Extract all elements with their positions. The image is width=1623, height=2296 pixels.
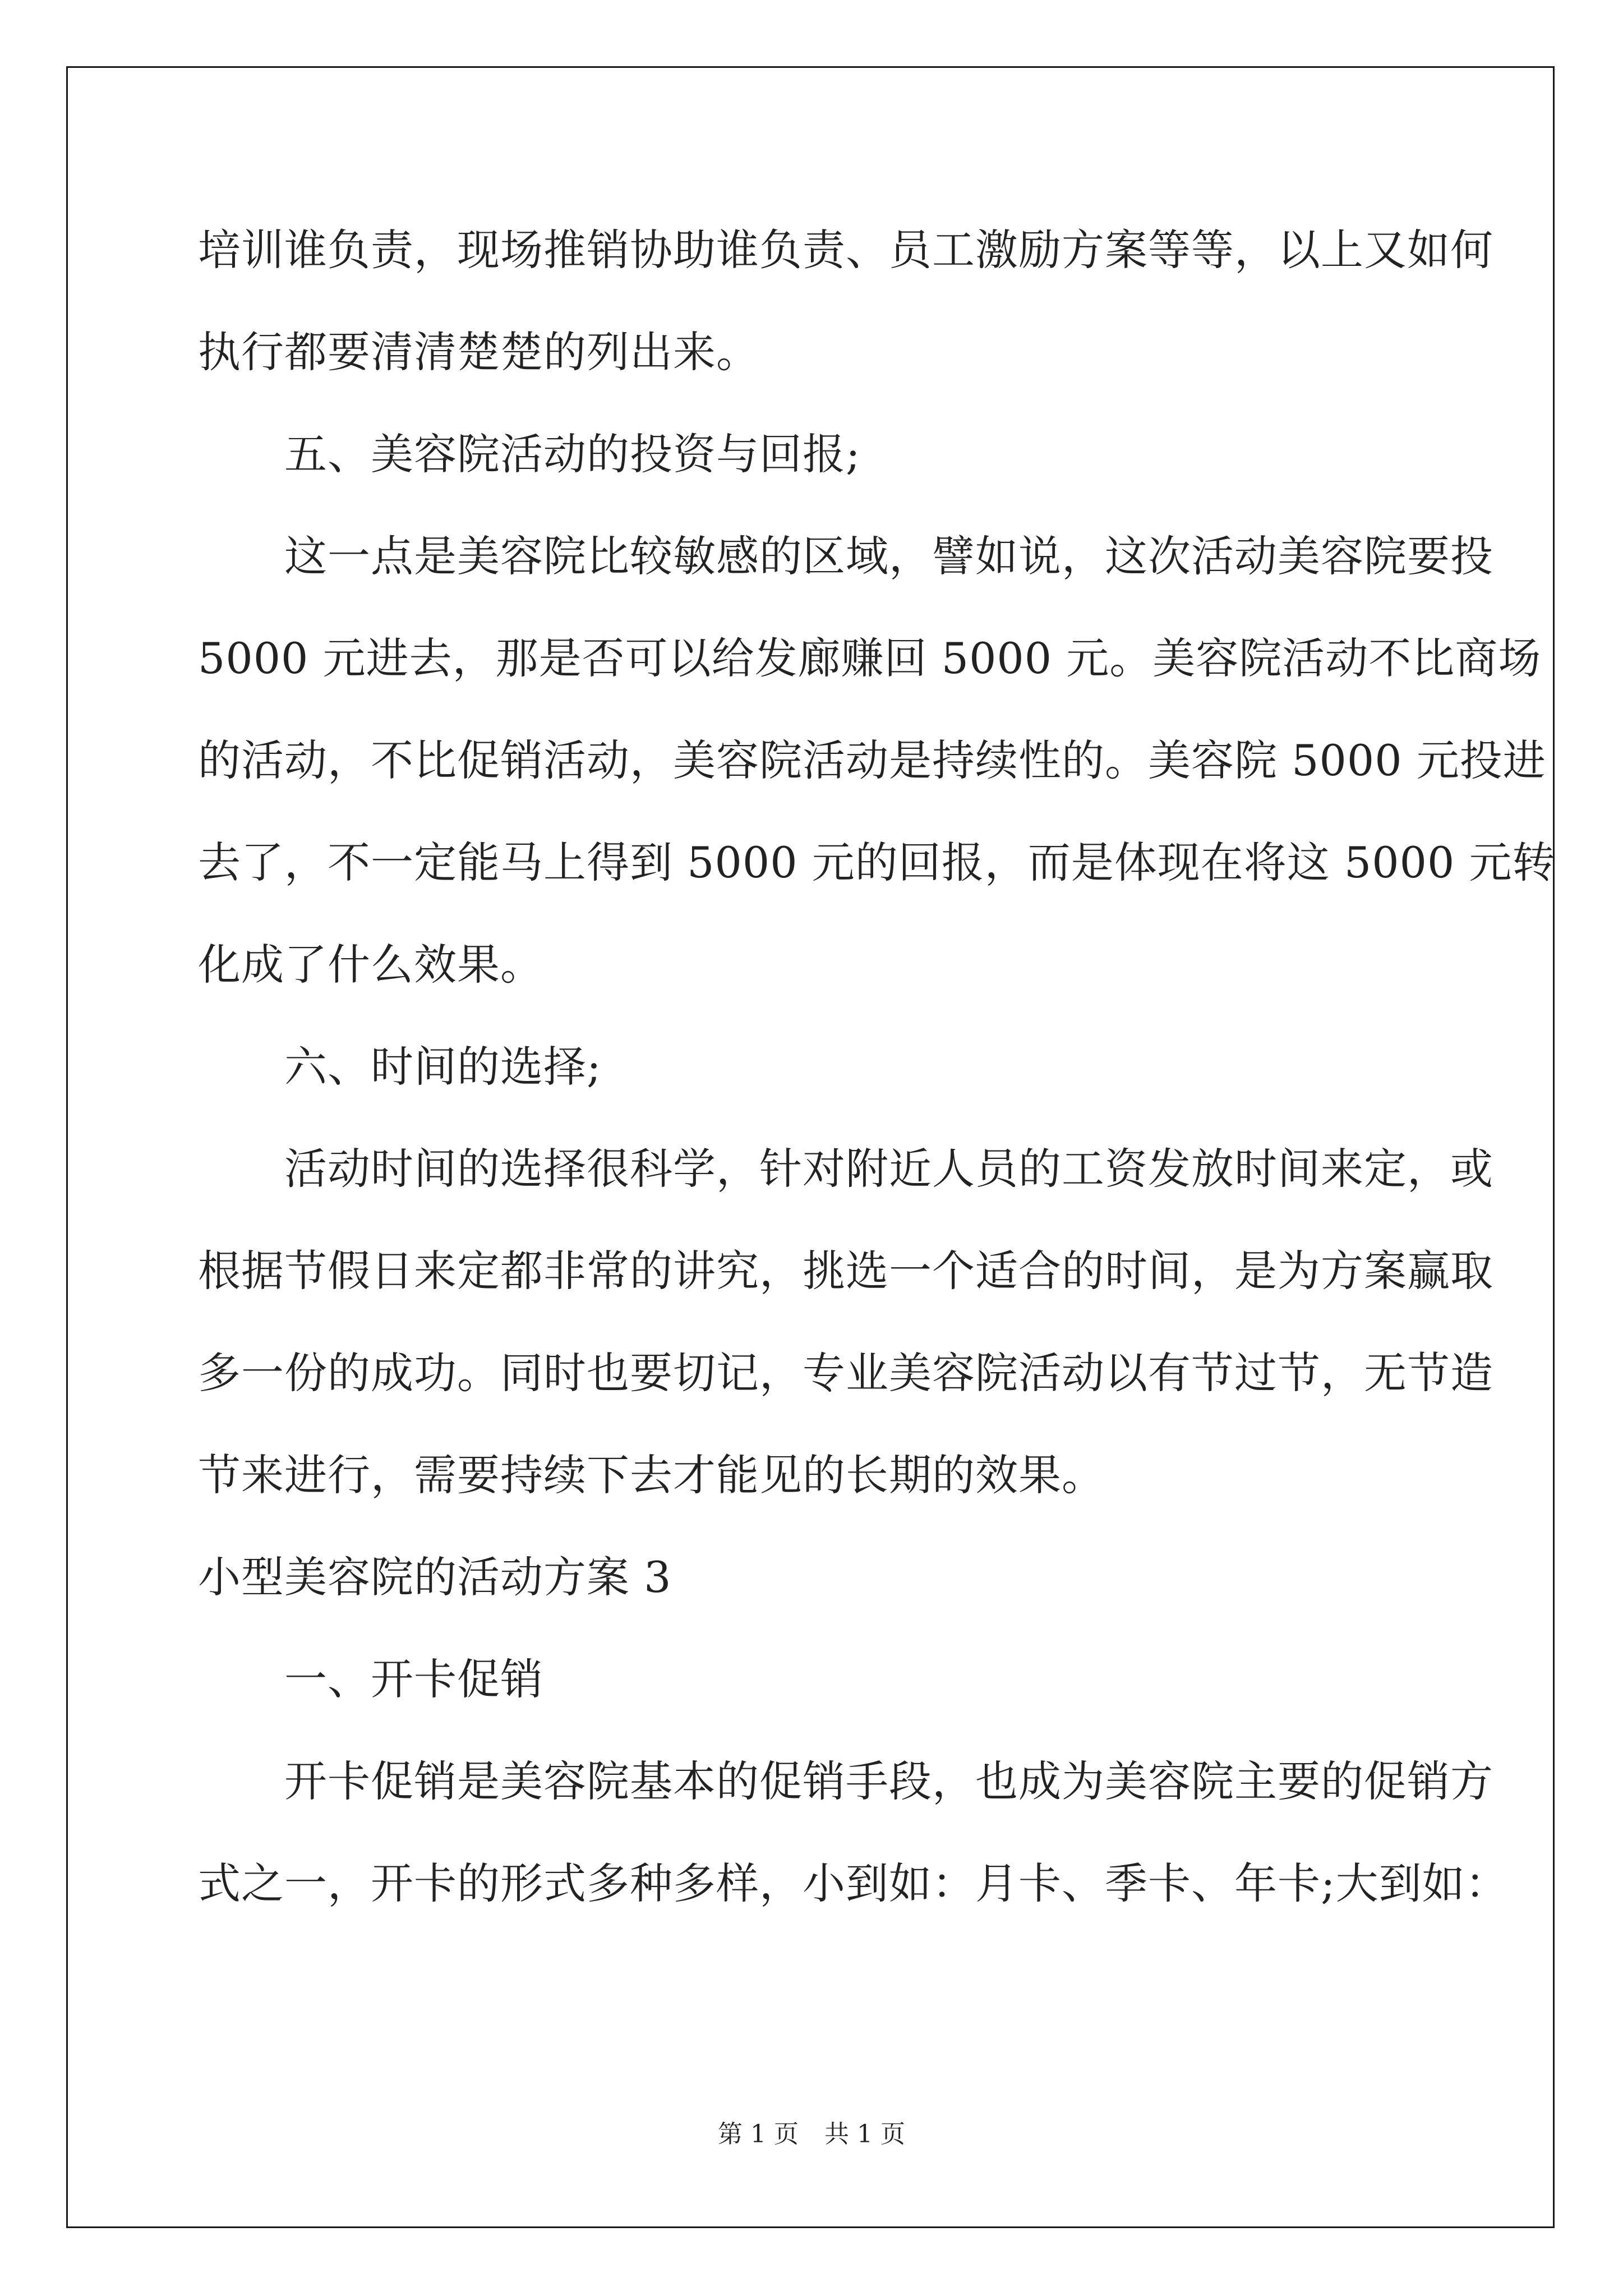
text-line-7: 去了，不一定能马上得到 5000 元的回报，而是体现在将这 5000 元转 [198, 838, 1556, 887]
document-subtitle: 小型美容院的活动方案 3 [198, 1552, 672, 1602]
section-heading-1: 一、开卡促销 [284, 1654, 543, 1704]
page-number: 第 1 页 [718, 2120, 799, 2148]
text-line-12: 多一份的成功。同时也要切记，专业美容院活动以有节过节，无节造 [198, 1348, 1493, 1398]
section-heading-5: 五、美容院活动的投资与回报; [284, 429, 861, 479]
text-line-2: 执行都要清清楚楚的列出来。 [198, 327, 759, 377]
text-line-8: 化成了什么效果。 [198, 940, 543, 990]
page-total: 共 1 页 [824, 2120, 905, 2148]
text-line-4: 这一点是美容院比较敏感的区域，譬如说，这次活动美容院要投 [284, 531, 1493, 581]
text-line-11: 根据节假日来定都非常的讲究，挑选一个适合的时间，是为方案赢取 [198, 1246, 1493, 1296]
section-heading-6: 六、时间的选择; [284, 1042, 602, 1092]
text-line-6: 的活动，不比促销活动，美容院活动是持续性的。美容院 5000 元投进 [198, 735, 1546, 785]
page-footer [0, 2114, 1623, 2150]
text-line-10: 活动时间的选择很科学，针对附近人员的工资发放时间来定，或 [284, 1144, 1493, 1194]
document-body [198, 199, 1556, 1935]
text-line-1: 培训谁负责，现场推销协助谁负责、员工激励方案等等，以上又如何 [198, 225, 1493, 275]
text-line-5: 5000 元进去，那是否可以给发廊赚回 5000 元。美容院活动不比商场 [198, 633, 1542, 683]
text-line-16: 开卡促销是美容院基本的促销手段，也成为美容院主要的促销方 [284, 1756, 1493, 1806]
text-line-17: 式之一，开卡的形式多种多样，小到如：月卡、季卡、年卡;大到如： [198, 1858, 1509, 1908]
text-line-13: 节来进行，需要持续下去才能见的长期的效果。 [198, 1450, 1105, 1500]
